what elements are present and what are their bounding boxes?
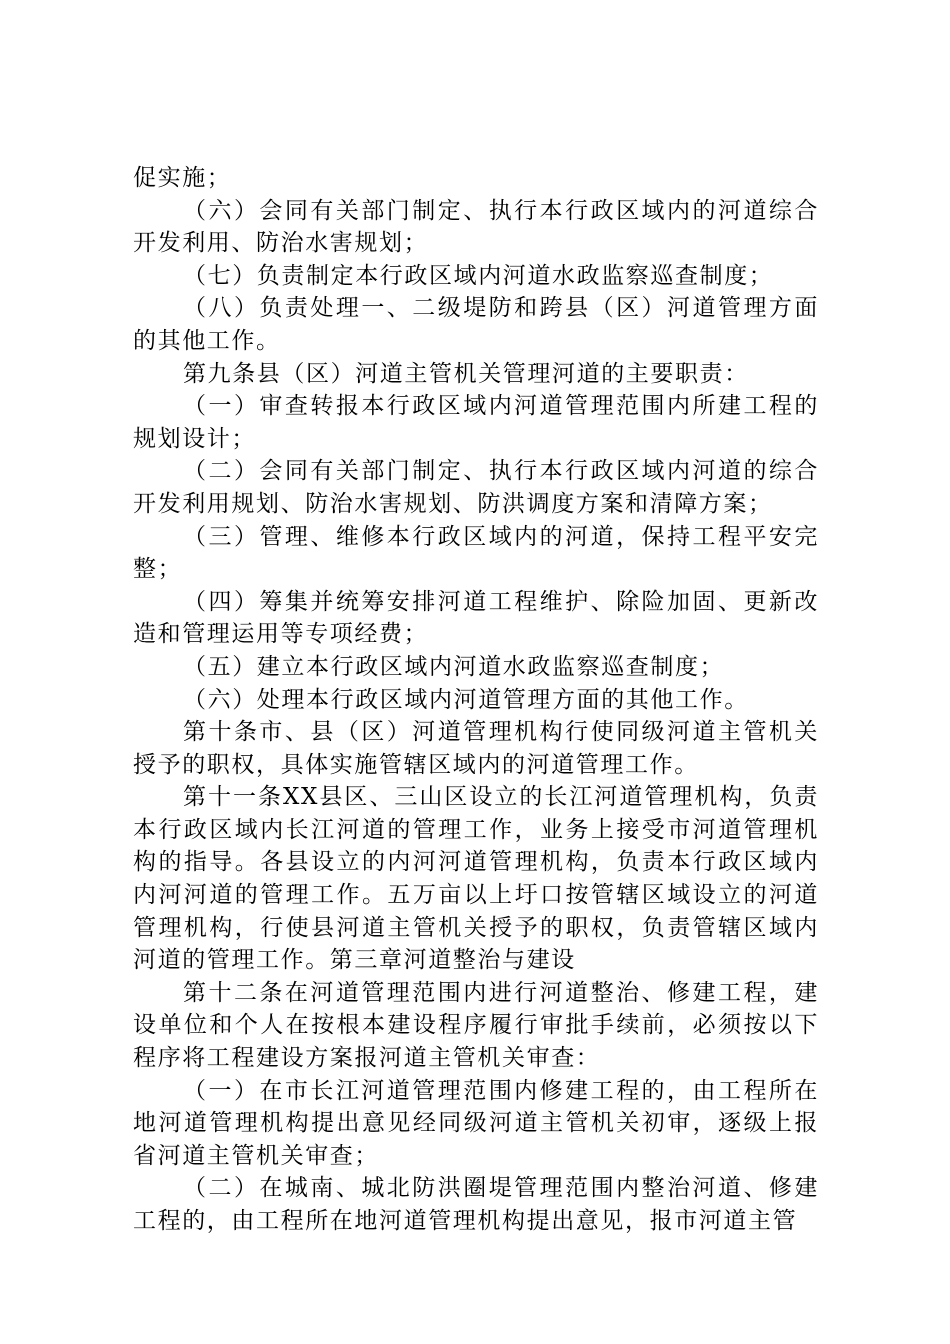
paragraph-4: （八）负责处理一、二级堤防和跨县（区）河道管理方面的其他工作。	[133, 295, 819, 354]
paragraph-16: （二）在城南、城北防洪圈堤管理范围内整治河道、修建工程的，由工程所在地河道管理机构提出意见，报市河道主管	[133, 1175, 819, 1234]
paragraph-1: 促实施；	[133, 165, 232, 191]
paragraph-11: （六）处理本行政区域内河道管理方面的其他工作。	[183, 686, 749, 713]
paragraph-6: （一）审查转报本行政区域内河道管理范围内所建工程的规划设计；	[133, 393, 819, 452]
paragraph-13: 第十一条XX县区、三山区设立的长江河道管理机构，负责本行政区域内长江河道的管理工作，业务上接受市河道管理机构的指导。各县设立的内河河道管理机构，负责本行政区域内内河河道的管理工作。五万亩以上圩口按管辖区域设立的河道管理机构，行使县河道主管机关授予的职权，负责管辖区域内河道的管理工作。第三章河道整治与建设	[133, 784, 819, 974]
paragraph-15: （一）在市长江河道管理范围内修建工程的，由工程所在地河道管理机构提出意见经同级河道主管机关初审，逐级上报省河道主管机关审查；	[133, 1077, 819, 1169]
paragraph-12: 第十条市、县（区）河道管理机构行使同级河道主管机关授予的职权，具体实施管辖区域内的河道管理工作。	[133, 719, 819, 778]
paragraph-3: （七）负责制定本行政区域内河道水政监察巡查制度；	[183, 262, 774, 289]
paragraph-9: （四）筹集并统筹安排河道工程维护、除险加固、更新改造和管理运用等专项经费；	[133, 588, 819, 648]
document-page	[133, 162, 819, 1238]
paragraph-14: 第十二条在河道管理范围内进行河道整治、修建工程，建设单位和个人在按根本建设程序履行审批手续前，必须按以下程序将工程建设方案报河道主管机关审查：	[133, 979, 819, 1072]
paragraph-10: （五）建立本行政区域内河道水政监察巡查制度；	[183, 653, 725, 680]
paragraph-5: 第九条县（区）河道主管机关管理河道的主要职责：	[183, 360, 749, 387]
paragraph-7: （二）会同有关部门制定、执行本行政区域内河道的综合开发利用规划、防治水害规划、防洪调度方案和清障方案；	[133, 458, 819, 517]
paragraph-8: （三）管理、维修本行政区域内的河道，保持工程平安完整；	[133, 523, 819, 583]
paragraph-2: （六）会同有关部门制定、执行本行政区域内的河道综合开发利用、防治水害规划；	[133, 197, 819, 257]
